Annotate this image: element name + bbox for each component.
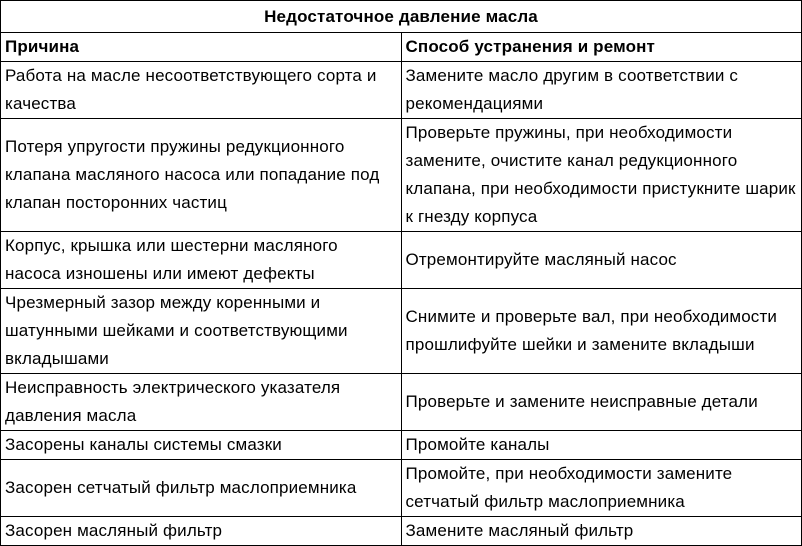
fix-cell: Промойте, при необходимости замените сетчатый фильтр маслоприемника xyxy=(401,460,802,517)
fix-cell: Замените масло другим в соответствии с рекомендациями xyxy=(401,62,802,119)
table-title: Недостаточное давление масла xyxy=(1,1,802,33)
fix-cell: Отремонтируйте масляный насос xyxy=(401,232,802,289)
fix-cell: Снимите и проверьте вал, при необходимости прошлифуйте шейки и замените вкладыши xyxy=(401,289,802,374)
cause-cell: Корпус, крышка или шестерни масляного насоса изношены или имеют дефекты xyxy=(1,232,402,289)
table-row xyxy=(1,119,802,232)
title-row xyxy=(1,1,802,33)
fix-cell: Промойте каналы xyxy=(401,431,802,460)
cause-cell: Засорены каналы системы смазки xyxy=(1,431,402,460)
table-row xyxy=(1,289,802,374)
cause-cell: Потеря упругости пружины редукционного клапана масляного насоса или попадание под клапан посторонних частиц xyxy=(1,119,402,232)
cause-cell: Работа на масле несоответствующего сорта и качества xyxy=(1,62,402,119)
table-row xyxy=(1,232,802,289)
fix-cell: Проверьте пружины, при необходимости замените, очистите канал редукционного клапана, при необходимости пристукните шарик к гнезду корпуса xyxy=(401,119,802,232)
header-cause: Причина xyxy=(1,33,402,62)
header-row xyxy=(1,33,802,62)
cause-cell: Чрезмерный зазор между коренными и шатунными шейками и соответствующими вкладышами xyxy=(1,289,402,374)
table-row xyxy=(1,517,802,546)
table-row xyxy=(1,460,802,517)
fix-cell: Проверьте и замените неисправные детали xyxy=(401,374,802,431)
table-row xyxy=(1,62,802,119)
cause-cell: Засорен масляный фильтр xyxy=(1,517,402,546)
header-fix: Способ устранения и ремонт xyxy=(401,33,802,62)
table-row xyxy=(1,374,802,431)
cause-cell: Засорен сетчатый фильтр маслоприемника xyxy=(1,460,402,517)
fix-cell: Замените масляный фильтр xyxy=(401,517,802,546)
cause-cell: Неисправность электрического указателя давления масла xyxy=(1,374,402,431)
table-row xyxy=(1,431,802,460)
